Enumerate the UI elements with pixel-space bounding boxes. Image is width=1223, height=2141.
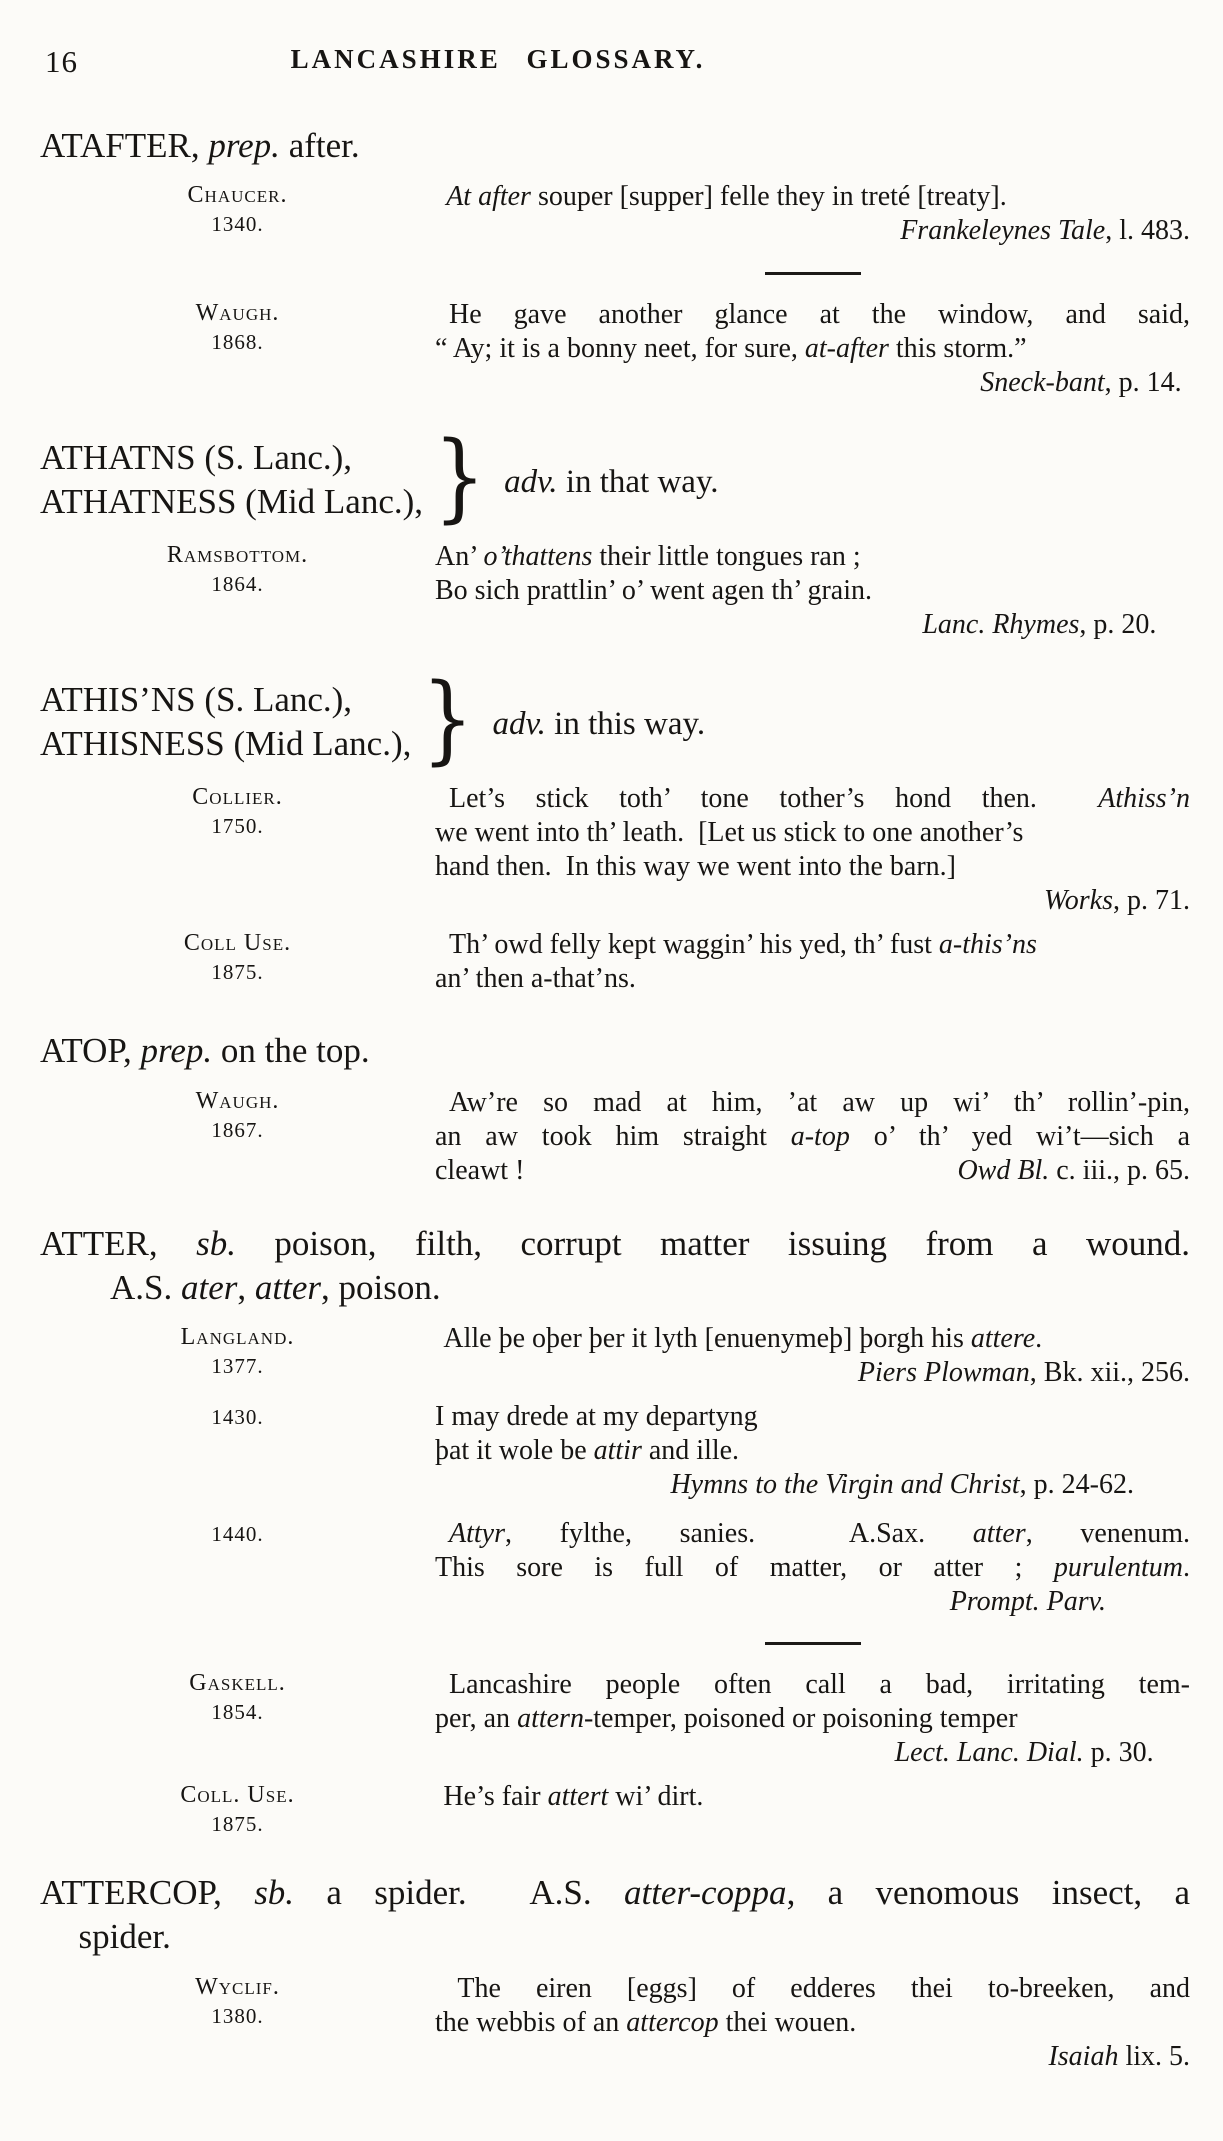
text-segment: attert	[547, 1781, 609, 1813]
quote-text	[435, 1780, 1190, 1837]
quote-row	[40, 1972, 1190, 2074]
quote-lines	[435, 180, 1190, 248]
text-segment: , a venomous insect, a	[786, 1873, 1191, 1913]
text-segment: an’ then a-that’ns.	[435, 962, 636, 994]
text-line	[435, 928, 1190, 962]
text-segment: , p. 71.	[1113, 884, 1190, 916]
line-right	[957, 1154, 1190, 1188]
text-segment: on the top.	[212, 1031, 370, 1071]
text-segment: I may drede at my departyng	[435, 1401, 758, 1433]
text-segment: prep.	[208, 126, 280, 165]
text-segment: The eiren [eggs] of edderes thei to-breeken, and	[457, 1972, 1190, 2004]
quote-text	[435, 540, 1190, 642]
text-segment: Isaiah	[1048, 2040, 1119, 2072]
text-line	[435, 1468, 1190, 1502]
text-segment: prep.	[140, 1031, 213, 1071]
text-segment: attir	[593, 1435, 642, 1467]
entry-athisns	[40, 662, 1190, 996]
source-date: 1377.	[211, 1354, 264, 1379]
text-segment: a-this’ns	[938, 928, 1037, 960]
quote-row	[40, 1780, 1190, 1837]
text-segment: attere	[970, 1323, 1036, 1355]
text-line	[435, 1322, 1190, 1356]
text-segment: Lect. Lanc. Dial.	[894, 1737, 1084, 1769]
entry-head	[40, 1871, 1190, 1960]
text-segment: attern	[517, 1703, 584, 1735]
text-segment: in that way.	[557, 463, 719, 500]
quote-lines	[435, 1517, 1190, 1619]
entry-head	[40, 1222, 1190, 1311]
text-segment: Piers Plowman	[857, 1357, 1030, 1389]
source-date: 1380.	[211, 2003, 264, 2028]
text-segment: atter	[254, 1267, 321, 1307]
text-segment: þat it wole be	[435, 1435, 594, 1467]
text-segment: purulentum	[1053, 1551, 1183, 1583]
text-segment: , venenum.	[1025, 1517, 1190, 1549]
text-segment: Aw’re so mad at him, ’at aw up wi’ th’ rollin’-pin,	[449, 1086, 1190, 1118]
text-segment: ATTERCOP,	[40, 1873, 255, 1913]
quote-row	[40, 782, 1190, 918]
quote-text	[435, 1322, 1190, 1390]
text-segment: Prompt. Parv.	[949, 1585, 1106, 1617]
source-label: Waugh.	[195, 1087, 280, 1114]
text-line	[435, 962, 1190, 996]
text-segment: , p. 14.	[1104, 366, 1182, 398]
page-number: 16	[45, 44, 78, 79]
text-segment: .	[1183, 1551, 1190, 1583]
text-segment: A.S.	[110, 1267, 181, 1307]
quote-row	[40, 928, 1190, 996]
text-segment: ater	[181, 1267, 238, 1307]
text-segment: adv.	[492, 705, 546, 742]
text-segment: Alle þe oþer þer it lyth [enuenymeþ] þorgh his	[443, 1323, 971, 1355]
quote-text	[435, 298, 1190, 400]
text-segment: Hymns to the Virgin and Christ	[670, 1468, 1020, 1500]
entry-head	[40, 662, 1190, 775]
text-segment: , fylthe, sanies. A.Sax.	[505, 1517, 973, 1549]
text-segment: “ Ay; it is a bonny neet, for sure,	[435, 333, 805, 365]
text-segment: at-after	[804, 333, 889, 365]
quote-row	[40, 1400, 1190, 1502]
text-segment: -temper, poisoned or poisoning temper	[583, 1703, 1018, 1735]
quote-text	[435, 1972, 1190, 2074]
source-date: 1750.	[211, 814, 264, 839]
entry-definition	[492, 702, 705, 743]
text-segment: atter	[972, 1517, 1026, 1549]
text-segment: This sore is full of matter, or atter ;	[435, 1551, 1054, 1583]
text-line	[435, 1551, 1190, 1585]
text-line	[435, 1356, 1190, 1390]
text-segment: an aw took him straight	[435, 1120, 791, 1152]
line-left	[435, 1154, 524, 1188]
text-segment: , l. 483.	[1105, 215, 1190, 247]
text-segment: Attyr	[449, 1517, 505, 1549]
text-line	[435, 214, 1190, 248]
source-date: 1430.	[211, 1405, 264, 1430]
text-segment: spider.	[78, 1917, 171, 1957]
text-segment: Works	[1044, 884, 1113, 916]
text-line	[40, 124, 1190, 168]
text-line	[40, 1029, 1190, 1073]
text-segment: cleawt !	[435, 1154, 525, 1186]
text-line	[40, 1222, 1190, 1266]
entry-atter	[40, 1222, 1190, 1838]
quote-text	[435, 782, 1190, 918]
text-segment: , Bk. xii., 256.	[1029, 1357, 1190, 1389]
citation-label	[40, 1322, 435, 1390]
text-segment: poison, filth, corrupt matter issuing from a wound.	[235, 1223, 1190, 1263]
text-segment: adv.	[504, 463, 558, 500]
citation-label	[40, 1780, 435, 1837]
text-segment: Th’ owd felly kept waggin’ his yed, th’ fust	[449, 928, 939, 960]
section-divider	[765, 272, 861, 275]
source-date: 1875.	[211, 959, 264, 984]
text-segment: and ille.	[641, 1435, 740, 1467]
text-line	[435, 782, 1190, 816]
brace-glyph: }	[433, 420, 486, 533]
text-segment: attercop	[626, 2006, 719, 2038]
page-title: LANCASHIRE GLOSSARY.	[290, 44, 706, 74]
text-segment: o’thattens	[483, 541, 593, 573]
text-segment: this storm.”	[888, 333, 1027, 365]
citation-label	[40, 1517, 435, 1654]
text-segment: At after	[446, 181, 531, 213]
text-line	[435, 850, 1190, 884]
text-segment: Let’s stick toth’ tone tother’s hond then.	[449, 783, 1099, 815]
text-line	[40, 436, 423, 480]
text-line	[40, 1266, 1190, 1310]
text-segment: sb.	[196, 1223, 236, 1263]
text-segment: ATHISNESS (Mid Lanc.),	[40, 724, 412, 764]
text-segment: Sneck-bant	[980, 366, 1105, 398]
quote-row	[40, 1668, 1190, 1770]
text-line	[435, 884, 1190, 918]
source-date: 1864.	[211, 572, 264, 597]
text-segment: p. 30.	[1083, 1737, 1154, 1769]
quote-text	[435, 180, 1190, 283]
entry-head	[40, 124, 1190, 168]
text-segment: their little tongues ran ;	[592, 541, 861, 573]
text-segment: Lancashire people often call a bad, irritating tem-	[449, 1669, 1190, 1701]
entry-athatns	[40, 420, 1190, 642]
text-segment: after.	[279, 126, 360, 165]
text-segment: , p. 24-62.	[1019, 1468, 1134, 1500]
citation-label	[40, 1972, 435, 2074]
text-segment: in this way.	[545, 705, 706, 742]
text-segment: a-top	[790, 1120, 850, 1152]
text-line	[435, 1972, 1190, 2006]
citation-label	[40, 928, 435, 996]
text-line	[435, 366, 1190, 400]
quote-text	[435, 1400, 1190, 1502]
entry-atop	[40, 1029, 1190, 1187]
text-segment: Lanc. Rhymes	[922, 608, 1080, 640]
text-segment: souper [supper] felle they in treté [treaty].	[530, 181, 1007, 213]
text-segment: we went into th’ leath. [Let us stick to one another’s	[435, 817, 1024, 849]
source-label: Ramsbottom.	[166, 542, 309, 569]
citation-label	[40, 1668, 435, 1770]
text-segment: atter-coppa	[623, 1873, 787, 1913]
text-segment: lix. 5.	[1118, 2040, 1190, 2072]
text-line	[435, 1434, 1190, 1468]
quote-text	[435, 1668, 1190, 1770]
source-date: 1875.	[211, 1812, 264, 1837]
text-segment: o’ th’ yed wi’t—sich a	[849, 1120, 1191, 1152]
text-line	[435, 1702, 1190, 1736]
brace-glyph: }	[421, 662, 474, 775]
text-line	[435, 1668, 1190, 1702]
citation-label	[40, 782, 435, 918]
text-segment: the webbis of an	[435, 2006, 627, 2038]
text-line	[435, 1154, 1190, 1188]
text-line	[40, 480, 423, 524]
text-line	[435, 1400, 1190, 1434]
text-line	[435, 1780, 1190, 1814]
text-line	[435, 1736, 1190, 1770]
text-segment: ATAFTER,	[40, 126, 209, 165]
text-segment: He gave another glance at the window, and said,	[449, 299, 1190, 331]
text-segment: sb.	[254, 1873, 295, 1913]
source-date: 1867.	[211, 1117, 264, 1142]
source-label: Waugh.	[195, 300, 280, 327]
source-date: 1340.	[211, 212, 264, 237]
text-line	[435, 540, 1190, 574]
citation-label	[40, 298, 435, 400]
text-segment: , poison.	[321, 1267, 441, 1307]
text-line	[435, 180, 1190, 214]
entry-atafter	[40, 124, 1190, 400]
text-segment: hand then. In this way we went into the barn.]	[435, 850, 956, 882]
entry-head	[40, 420, 1190, 533]
text-line	[435, 2006, 1190, 2040]
quote-row	[40, 1322, 1190, 1390]
text-segment: ATOP,	[40, 1031, 141, 1071]
quote-row	[40, 540, 1190, 642]
text-segment: wi’ dirt.	[608, 1781, 704, 1813]
text-line	[40, 1915, 1190, 1959]
text-segment: ATHATNS (S. Lanc.),	[40, 437, 353, 477]
text-line	[40, 1871, 1190, 1915]
quote-text	[435, 1517, 1190, 1654]
text-segment: Owd Bl.	[957, 1154, 1050, 1186]
text-segment: ATTER,	[40, 1223, 197, 1263]
text-line	[435, 1086, 1190, 1120]
text-segment: ATHATNESS (Mid Lanc.),	[40, 482, 424, 521]
citation-label	[40, 1400, 435, 1502]
text-line	[435, 2040, 1190, 2074]
text-line	[40, 722, 411, 766]
text-line	[435, 332, 1190, 366]
text-segment: ,	[237, 1267, 255, 1307]
text-line	[435, 1517, 1190, 1551]
source-label: Gaskell.	[189, 1670, 286, 1697]
text-segment: , p. 20.	[1079, 608, 1157, 640]
text-segment: Frankeleynes Tale	[900, 215, 1106, 247]
text-line	[40, 678, 411, 722]
text-line	[435, 574, 1190, 608]
source-label: Chaucer.	[187, 182, 288, 209]
quote-row	[40, 1086, 1190, 1188]
text-segment: An’	[435, 541, 484, 573]
source-label: Langland.	[180, 1324, 295, 1351]
citation-label	[40, 1086, 435, 1188]
quote-text	[435, 928, 1190, 996]
entry-head	[40, 1029, 1190, 1073]
text-segment: ATHIS’NS (S. Lanc.),	[40, 679, 353, 719]
source-label: Wyclif.	[195, 1973, 280, 2000]
text-segment: Bo sich prattlin’ o’ went agen th’ grain.	[435, 575, 872, 607]
citation-label	[40, 180, 435, 283]
headword-lines	[40, 436, 423, 525]
text-line	[435, 1120, 1190, 1154]
source-label: Collier.	[192, 784, 283, 811]
text-segment: per, an	[435, 1703, 518, 1735]
text-line	[435, 298, 1190, 332]
text-line	[435, 816, 1190, 850]
source-date: 1440.	[211, 1521, 264, 1546]
text-segment: .	[1035, 1323, 1043, 1355]
text-segment: c. iii., p. 65.	[1049, 1154, 1190, 1186]
text-line	[435, 1585, 1190, 1619]
quote-row	[40, 298, 1190, 400]
quote-row	[40, 180, 1190, 283]
source-label: Coll Use.	[183, 929, 292, 956]
headword-lines	[40, 678, 411, 767]
citation-label	[40, 540, 435, 642]
section-divider	[765, 1642, 861, 1645]
quote-text	[435, 1086, 1190, 1188]
source-date: 1868.	[211, 330, 264, 355]
quote-row	[40, 1517, 1190, 1654]
source-label: Coll. Use.	[180, 1782, 295, 1809]
page-header	[40, 38, 1190, 84]
entry-definition	[504, 460, 718, 501]
entry-attercop	[40, 1871, 1190, 2074]
text-segment: thei wouen.	[718, 2006, 857, 2038]
text-line	[435, 608, 1190, 642]
text-segment: a spider. A.S.	[294, 1873, 624, 1913]
text-segment: Athiss’n	[1098, 783, 1190, 815]
source-date: 1854.	[211, 1700, 264, 1725]
text-segment: He’s fair	[443, 1781, 548, 1813]
